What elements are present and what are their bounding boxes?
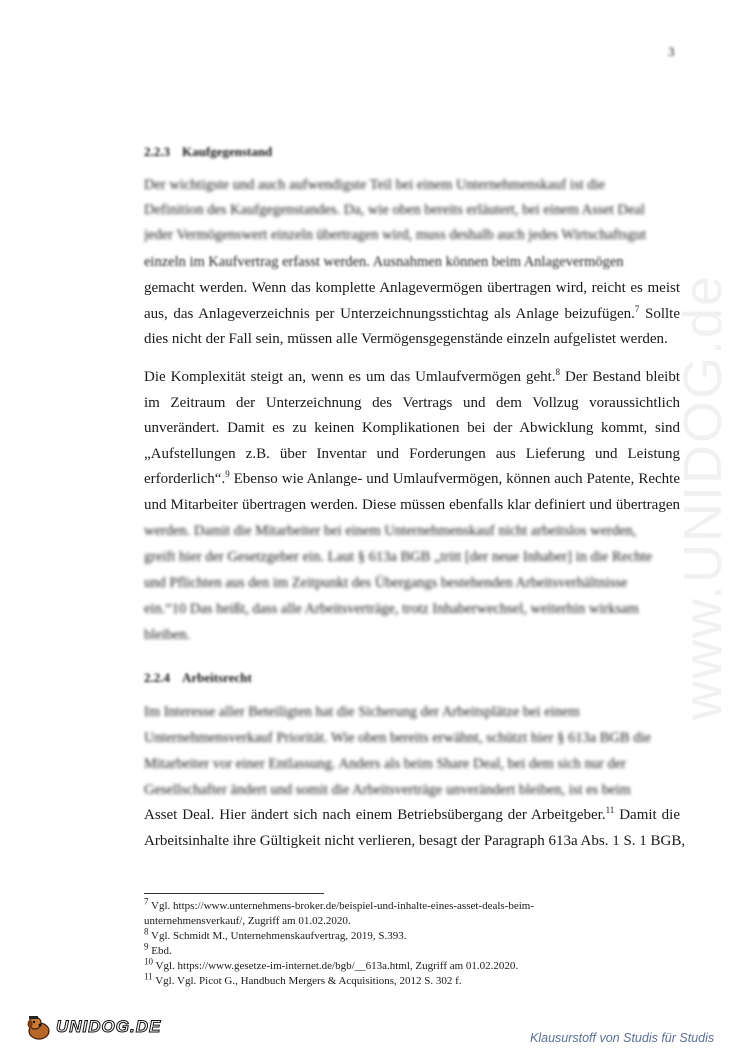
blurred-text-line: ein.“10 Das heißt, dass alle Arbeitsverträge, trotz Inhaberwechsel, weiterhin wirksam [144,601,639,617]
paragraph-anlagevermoegen [144,276,680,353]
blurred-text-line: bleiben. [144,627,191,643]
blurred-text-line: einzeln im Kaufvertrag erfasst werden. Ausnahmen können beim Anlagevermögen [144,254,624,270]
blurred-text-line: und Pflichten aus den im Zeitpunkt des Übergangs bestehenden Arbeitsverhältnisse [144,575,628,591]
text-line: „Aufstellungen z.B. über Inventar und Forderungen aus Lieferung und Leistung [144,445,680,462]
footnote-divider [144,893,324,894]
section-title: Kaufgegenstand [182,144,273,159]
text-line: erforderlich“.$^9$ Ebenso wie Anlange- und Umlaufvermögen, können auch Patente, Rechte [144,469,680,487]
text-line: und Mitarbeiter übertragen werden. Diese müssen ebenfalls klar definiert und übertragen [144,496,680,513]
watermark: www.UNIDOG.de [673,273,733,720]
paragraph-arbeitsrecht [144,803,686,854]
section-number: 2.2.4 [144,670,170,685]
dog-icon [24,1012,54,1042]
section-number: 2.2.3 [144,144,170,159]
section-title: Arbeitsrecht [182,670,252,685]
text-line: unverändert. Damit es zu keinen Komplikationen bei der Abwicklung kommt, sind [144,420,680,436]
footnote-ref: 9 [225,469,230,479]
section-heading-2-2-3 [144,144,272,160]
footnote-ref: 8 [555,367,561,377]
unidog-logo[interactable] [24,1012,161,1042]
text-line: Die Komplexität steigt an, wenn es um das Umlaufvermögen geht.$^8$ Der Bestand bleibt [144,367,680,385]
text-line: aus, das Anlageverzeichnis per Unterzeichnungsstichtag als Anlage beizufügen.$^7$ Sollte [144,303,680,322]
footnote: $^7$ Vgl. https://www.unternehmens-broker.de/beispiel-und-inhalte-eines-asset-deals-beim- [144,896,535,912]
footnote: $^{10}$ Vgl. https://www.gesetze-im-internet.de/bgb/__613a.html, Zugriff am 01.02.2020. [144,956,519,972]
text-line: im Zeitraum der Unterzeichnung des Vertrags und dem Vollzug voraussichtlich [144,394,680,411]
blurred-text-line: werden. Damit die Mitarbeiter bei einem Unternehmenskauf nicht arbeitslos werden, [144,523,637,539]
blurred-text-line: greift hier der Gesetzgeber ein. Laut § 613a BGB „tritt [der neue Inhaber] in die Rechte [144,549,653,565]
footnote-ref: 11 [605,805,615,815]
page-number: 3 [668,44,675,59]
footnotes [144,896,684,989]
blurred-text-line: jeder Vermögenswert einzeln übertragen wird, muss deshalb auch jedes Wirtschaftsgut [144,227,647,243]
blurred-text-line: Mitarbeiter vor einer Entlassung. Anders als beim Share Deal, bei dem sich nur der [144,756,626,772]
section-heading-2-2-4 [144,670,252,686]
logo-text: UNIDOG.DE [56,1017,162,1036]
footnote-ref: 7 [634,303,640,314]
text-line: Asset Deal. Hier ändert sich nach einem Betriebsübergang der Arbeitgeber.$^{11}$ Damit die [144,805,680,823]
paragraph-umlaufvermoegen [144,365,680,518]
footnote: $^{11}$ Vgl. Vgl. Picot G., Handbuch Mergers & Acquisitions, 2012 S. 302 f. [144,971,462,987]
blurred-text-line: Im Interesse aller Beteiligten hat die Sicherung der Arbeitsplätze bei einem [144,704,580,720]
footer-tagline: Klausurstoff von Studis für Studis [530,1031,715,1045]
blurred-text-line: Der wichtigste und auch aufwendigste Teil bei einem Unternehmenskauf ist die [144,177,605,193]
footnote: $^9$ Ebd. [144,941,172,957]
text-line: gemacht werden. Wenn das komplette Anlagevermögen übertragen wird, reicht es meist [144,280,680,296]
text-line: Arbeitsinhalte ihre Gültigkeit nicht verlieren, besagt der Paragraph 613a Abs. 1 S. 1 BGB, [144,832,686,849]
text-line: dies nicht der Fall sein, müssen alle Vermögensgegenstände einzeln aufgelistet werden. [144,331,668,347]
footnote: unternehmensverkauf/, Zugriff am 01.02.2020. [144,915,351,927]
blurred-text-line: Gesellschafter ändert und somit die Arbeitsverträge unverändert bleiben, ist es beim [144,782,631,798]
footnote: $^8$ Vgl. Schmidt M., Unternehmenskaufvertrag, 2019, S.393. [144,926,407,942]
blurred-text-line: Unternehmensverkauf Priorität. Wie oben bereits erwähnt, schützt hier § 613a BGB die [144,730,651,746]
blurred-text-line: Definition des Kaufgegenstandes. Da, wie oben bereits erläutert, bei einem Asset Deal [144,202,645,218]
